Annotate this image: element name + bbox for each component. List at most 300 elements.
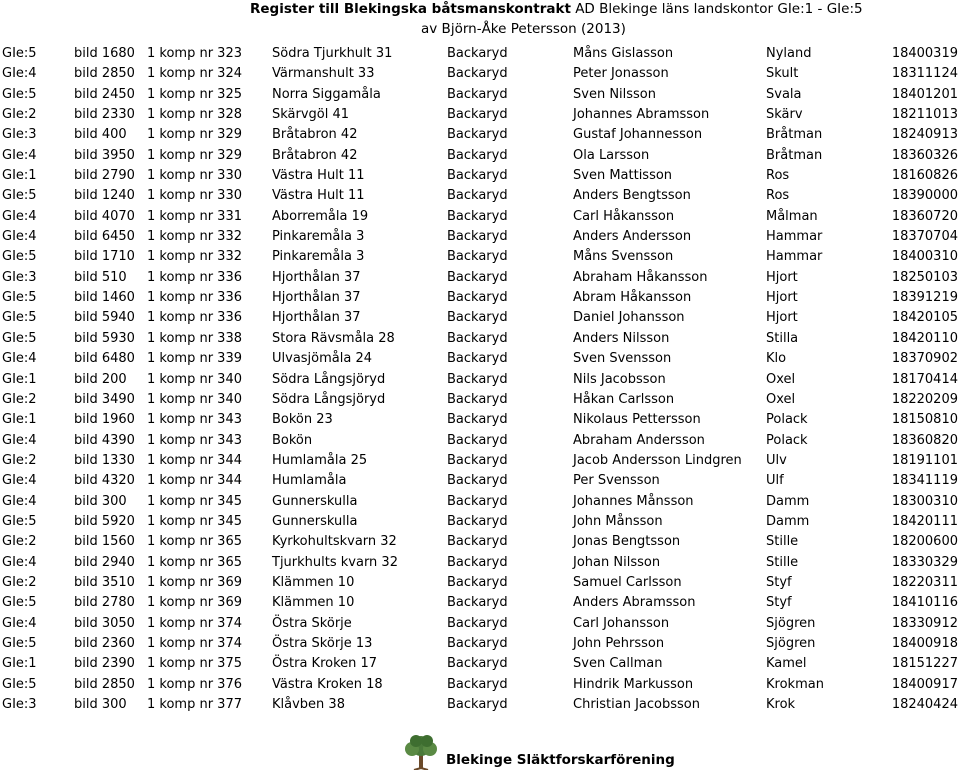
cell-image: bild 200 — [74, 371, 127, 387]
cell-parish: Backaryd — [447, 412, 508, 428]
cell-place: Kyrkohultskvarn 32 — [272, 534, 397, 550]
cell-place: Bokön — [272, 432, 313, 448]
cell-company: 1 komp nr 345 — [147, 493, 242, 509]
table-row — [0, 451, 960, 471]
cell-date: 18150810 — [891, 412, 958, 428]
cell-date: 18240424 — [891, 697, 958, 712]
cell-soldier-name: Hjort — [766, 269, 798, 285]
cell-parish: Backaryd — [447, 554, 508, 570]
cell-name: Johannes Abramsson — [573, 107, 710, 123]
cell-parish: Backaryd — [447, 595, 508, 611]
page-title — [250, 0, 863, 18]
cell-company: 1 komp nr 369 — [147, 595, 242, 611]
cell-parish: Backaryd — [447, 371, 508, 387]
cell-soldier-name: Bråtman — [766, 147, 823, 163]
table-row — [0, 105, 960, 125]
cell-archive: GIe:4 — [2, 554, 37, 570]
cell-archive: GIe:4 — [2, 66, 37, 82]
cell-name: Sven Callman — [573, 656, 663, 672]
cell-place: Hjorthålan 37 — [272, 290, 361, 306]
cell-soldier-name: Hammar — [766, 249, 823, 265]
cell-archive: GIe:2 — [2, 452, 37, 468]
cell-parish: Backaryd — [447, 127, 508, 143]
cell-company: 1 komp nr 343 — [147, 412, 242, 428]
cell-place: Östra Skörje 13 — [272, 635, 373, 651]
cell-date: 18250103 — [891, 269, 958, 285]
cell-soldier-name: Krokman — [766, 676, 824, 692]
cell-name: John Pehrsson — [573, 635, 665, 651]
cell-soldier-name: Hjort — [766, 290, 798, 306]
cell-archive: GIe:2 — [2, 391, 37, 407]
cell-parish: Backaryd — [447, 269, 508, 285]
cell-date: 18400918 — [891, 635, 958, 651]
cell-image: bild 2330 — [74, 107, 135, 123]
cell-image: bild 6450 — [74, 229, 135, 245]
cell-soldier-name: Hammar — [766, 229, 823, 245]
cell-date: 18240913 — [891, 127, 958, 143]
cell-soldier-name: Ros — [766, 168, 790, 184]
cell-image: bild 4390 — [74, 432, 135, 448]
cell-name: Gustaf Johannesson — [573, 127, 703, 143]
cell-soldier-name: Svala — [766, 86, 802, 102]
cell-name: Anders Nilsson — [573, 330, 670, 346]
cell-soldier-name: Ros — [766, 188, 790, 204]
cell-parish: Backaryd — [447, 635, 508, 651]
cell-place: Bråtabron 42 — [272, 127, 358, 143]
cell-image: bild 1960 — [74, 412, 135, 428]
cell-archive: GIe:1 — [2, 656, 37, 672]
cell-company: 1 komp nr 374 — [147, 615, 242, 631]
cell-image: bild 1680 — [74, 46, 135, 61]
cell-parish: Backaryd — [447, 493, 508, 509]
cell-archive: GIe:4 — [2, 615, 37, 631]
cell-name: Carl Johansson — [573, 615, 670, 631]
cell-soldier-name: Nyland — [766, 46, 812, 61]
cell-company: 1 komp nr 330 — [147, 188, 242, 204]
cell-image: bild 1240 — [74, 188, 135, 204]
table-row — [0, 227, 960, 247]
table-row — [0, 532, 960, 552]
cell-soldier-name: Stilla — [766, 330, 799, 346]
cell-company: 1 komp nr 336 — [147, 290, 242, 306]
cell-soldier-name: Hjort — [766, 310, 798, 326]
cell-name: Samuel Carlsson — [573, 574, 682, 590]
cell-date: 18400917 — [891, 676, 958, 692]
cell-parish: Backaryd — [447, 188, 508, 204]
cell-soldier-name: Stille — [766, 554, 799, 570]
cell-archive: GIe:5 — [2, 676, 37, 692]
cell-place: Ulvasjömåla 24 — [272, 351, 373, 367]
cell-image: bild 2390 — [74, 656, 135, 672]
table-row — [0, 593, 960, 613]
cell-image: bild 2790 — [74, 168, 135, 184]
table-row — [0, 512, 960, 532]
cell-company: 1 komp nr 339 — [147, 351, 242, 367]
cell-place: Södra Långsjöryd — [272, 371, 386, 387]
cell-archive: GIe:5 — [2, 46, 37, 61]
cell-image: bild 5930 — [74, 330, 135, 346]
cell-name: Johannes Månsson — [573, 493, 694, 509]
cell-company: 1 komp nr 323 — [147, 46, 242, 61]
cell-name: Daniel Johansson — [573, 310, 685, 326]
cell-place: Östra Skörje — [272, 615, 352, 631]
cell-archive: GIe:4 — [2, 229, 37, 245]
cell-name: Christian Jacobsson — [573, 697, 700, 712]
cell-company: 1 komp nr 332 — [147, 249, 242, 265]
cell-company: 1 komp nr 338 — [147, 330, 242, 346]
cell-name: Måns Gislasson — [573, 46, 674, 61]
cell-soldier-name: Oxel — [766, 371, 796, 387]
cell-archive: GIe:5 — [2, 86, 37, 102]
cell-parish: Backaryd — [447, 697, 508, 712]
cell-archive: GIe:3 — [2, 127, 37, 143]
cell-soldier-name: Målman — [766, 208, 818, 224]
table-row — [0, 654, 960, 674]
cell-archive: GIe:5 — [2, 635, 37, 651]
cell-parish: Backaryd — [447, 330, 508, 346]
cell-image: bild 400 — [74, 127, 127, 143]
cell-date: 18151227 — [891, 656, 958, 672]
cell-date: 18200600 — [891, 534, 958, 550]
cell-soldier-name: Styf — [766, 574, 792, 590]
register-table — [0, 44, 960, 715]
cell-parish: Backaryd — [447, 351, 508, 367]
cell-company: 1 komp nr 336 — [147, 310, 242, 326]
title-bold: Register till Blekingska båtsmanskontrakt — [250, 1, 571, 17]
table-row — [0, 166, 960, 186]
cell-archive: GIe:4 — [2, 147, 37, 163]
cell-company: 1 komp nr 328 — [147, 107, 242, 123]
table-row — [0, 308, 960, 328]
table-row — [0, 44, 960, 64]
cell-company: 1 komp nr 343 — [147, 432, 242, 448]
cell-place: Södra Tjurkhult 31 — [272, 46, 393, 61]
cell-place: Pinkaremåla 3 — [272, 249, 365, 265]
cell-date: 18170414 — [891, 371, 958, 387]
cell-archive: GIe:2 — [2, 534, 37, 550]
cell-archive: GIe:1 — [2, 412, 37, 428]
cell-name: Abraham Håkansson — [573, 269, 708, 285]
cell-place: Bokön 23 — [272, 412, 333, 428]
cell-date: 18191101 — [891, 452, 958, 468]
cell-soldier-name: Skult — [766, 66, 799, 82]
cell-place: Gunnerskulla — [272, 493, 358, 509]
cell-parish: Backaryd — [447, 656, 508, 672]
cell-date: 18220311 — [891, 574, 958, 590]
cell-parish: Backaryd — [447, 615, 508, 631]
cell-name: Johan Nilsson — [573, 554, 661, 570]
cell-image: bild 2780 — [74, 595, 135, 611]
cell-parish: Backaryd — [447, 107, 508, 123]
table-row — [0, 431, 960, 451]
cell-name: Jacob Andersson Lindgren — [573, 452, 742, 468]
cell-date: 18401201 — [891, 86, 958, 102]
cell-name: Per Svensson — [573, 473, 660, 489]
cell-company: 1 komp nr 375 — [147, 656, 242, 672]
table-row — [0, 349, 960, 369]
cell-name: Nikolaus Pettersson — [573, 412, 701, 428]
cell-parish: Backaryd — [447, 391, 508, 407]
cell-archive: GIe:5 — [2, 249, 37, 265]
cell-parish: Backaryd — [447, 574, 508, 590]
cell-place: Bråtabron 42 — [272, 147, 358, 163]
cell-name: Sven Nilsson — [573, 86, 657, 102]
cell-image: bild 1460 — [74, 290, 135, 306]
cell-image: bild 510 — [74, 269, 127, 285]
cell-company: 1 komp nr 329 — [147, 127, 242, 143]
cell-parish: Backaryd — [447, 46, 508, 61]
cell-company: 1 komp nr 340 — [147, 371, 242, 387]
cell-parish: Backaryd — [447, 290, 508, 306]
table-row — [0, 614, 960, 634]
cell-image: bild 300 — [74, 493, 127, 509]
cell-date: 18360820 — [891, 432, 958, 448]
cell-place: Hjorthålan 37 — [272, 269, 361, 285]
table-row — [0, 85, 960, 105]
cell-parish: Backaryd — [447, 147, 508, 163]
table-row — [0, 247, 960, 267]
cell-image: bild 6480 — [74, 351, 135, 367]
cell-soldier-name: Styf — [766, 595, 792, 611]
cell-soldier-name: Polack — [766, 432, 808, 448]
cell-soldier-name: Stille — [766, 534, 799, 550]
tree-icon — [400, 734, 442, 770]
cell-archive: GIe:4 — [2, 493, 37, 509]
cell-date: 18300310 — [891, 493, 958, 509]
cell-company: 1 komp nr 377 — [147, 697, 242, 712]
cell-image: bild 5940 — [74, 310, 135, 326]
cell-parish: Backaryd — [447, 676, 508, 692]
cell-date: 18420105 — [891, 310, 958, 326]
cell-parish: Backaryd — [447, 66, 508, 82]
table-row — [0, 125, 960, 145]
table-row — [0, 695, 960, 715]
cell-place: Västra Hult 11 — [272, 168, 365, 184]
cell-parish: Backaryd — [447, 513, 508, 529]
cell-date: 18160826 — [891, 168, 958, 184]
cell-image: bild 2940 — [74, 554, 135, 570]
table-row — [0, 329, 960, 349]
cell-name: Abraham Andersson — [573, 432, 705, 448]
cell-image: bild 5920 — [74, 513, 135, 529]
table-row — [0, 634, 960, 654]
cell-date: 18330912 — [891, 615, 958, 631]
cell-place: Värmanshult 33 — [272, 66, 375, 82]
cell-archive: GIe:4 — [2, 208, 37, 224]
cell-archive: GIe:2 — [2, 107, 37, 123]
cell-company: 1 komp nr 369 — [147, 574, 242, 590]
cell-name: Anders Abramsson — [573, 595, 696, 611]
cell-soldier-name: Ulv — [766, 452, 787, 468]
cell-image: bild 3950 — [74, 147, 135, 163]
cell-soldier-name: Klo — [766, 351, 787, 367]
cell-parish: Backaryd — [447, 432, 508, 448]
cell-parish: Backaryd — [447, 208, 508, 224]
cell-name: Hindrik Markusson — [573, 676, 694, 692]
cell-soldier-name: Damm — [766, 513, 810, 529]
cell-image: bild 3510 — [74, 574, 135, 590]
cell-date: 18420111 — [891, 513, 958, 529]
cell-company: 1 komp nr 365 — [147, 534, 242, 550]
cell-archive: GIe:4 — [2, 473, 37, 489]
cell-image: bild 4320 — [74, 473, 135, 489]
cell-soldier-name: Krok — [766, 697, 796, 712]
cell-name: Sven Mattisson — [573, 168, 673, 184]
cell-date: 18220209 — [891, 391, 958, 407]
table-row — [0, 288, 960, 308]
cell-date: 18360326 — [891, 147, 958, 163]
cell-date: 18341119 — [891, 473, 958, 489]
cell-archive: GIe:5 — [2, 330, 37, 346]
cell-archive: GIe:4 — [2, 351, 37, 367]
cell-archive: GIe:3 — [2, 269, 37, 285]
cell-place: Västra Kroken 18 — [272, 676, 383, 692]
cell-archive: GIe:5 — [2, 513, 37, 529]
footer-org-name: Blekinge Släktforskarförening — [446, 752, 675, 768]
cell-image: bild 2850 — [74, 66, 135, 82]
table-row — [0, 64, 960, 84]
cell-company: 1 komp nr 345 — [147, 513, 242, 529]
cell-place: Klämmen 10 — [272, 595, 355, 611]
cell-date: 18400310 — [891, 249, 958, 265]
cell-company: 1 komp nr 332 — [147, 229, 242, 245]
cell-place: Tjurkhults kvarn 32 — [272, 554, 398, 570]
cell-date: 18370704 — [891, 229, 958, 245]
cell-soldier-name: Damm — [766, 493, 810, 509]
cell-name: Håkan Carlsson — [573, 391, 675, 407]
table-row — [0, 207, 960, 227]
cell-parish: Backaryd — [447, 473, 508, 489]
cell-image: bild 2850 — [74, 676, 135, 692]
cell-company: 1 komp nr 374 — [147, 635, 242, 651]
table-row — [0, 370, 960, 390]
cell-image: bild 3490 — [74, 391, 135, 407]
cell-company: 1 komp nr 344 — [147, 473, 242, 489]
cell-company: 1 komp nr 365 — [147, 554, 242, 570]
cell-soldier-name: Oxel — [766, 391, 796, 407]
cell-soldier-name: Sjögren — [766, 615, 816, 631]
cell-name: John Månsson — [573, 513, 663, 529]
cell-soldier-name: Kamel — [766, 656, 807, 672]
cell-name: Ola Larsson — [573, 147, 650, 163]
page-subtitle: av Björn-Åke Petersson (2013) — [421, 21, 626, 37]
cell-name: Anders Bengtsson — [573, 188, 691, 204]
cell-parish: Backaryd — [447, 86, 508, 102]
cell-company: 1 komp nr 330 — [147, 168, 242, 184]
cell-image: bild 4070 — [74, 208, 135, 224]
cell-place: Södra Långsjöryd — [272, 391, 386, 407]
cell-soldier-name: Bråtman — [766, 127, 823, 143]
cell-company: 1 komp nr 324 — [147, 66, 242, 82]
cell-date: 18211013 — [891, 107, 958, 123]
cell-image: bild 300 — [74, 697, 127, 712]
cell-place: Gunnerskulla — [272, 513, 358, 529]
cell-place: Aborremåla 19 — [272, 208, 369, 224]
table-row — [0, 268, 960, 288]
cell-place: Klåvben 38 — [272, 697, 345, 712]
cell-date: 18410116 — [891, 595, 958, 611]
cell-image: bild 1330 — [74, 452, 135, 468]
cell-place: Stora Rävsmåla 28 — [272, 330, 395, 346]
cell-place: Västra Hult 11 — [272, 188, 365, 204]
cell-archive: GIe:5 — [2, 188, 37, 204]
cell-place: Pinkaremåla 3 — [272, 229, 365, 245]
cell-archive: GIe:5 — [2, 595, 37, 611]
cell-date: 18391219 — [891, 290, 958, 306]
title-rest: AD Blekinge läns landskontor GIe:1 - GIe:5 — [570, 1, 863, 17]
cell-soldier-name: Polack — [766, 412, 808, 428]
cell-company: 1 komp nr 344 — [147, 452, 242, 468]
cell-parish: Backaryd — [447, 249, 508, 265]
cell-date: 18390000 — [891, 188, 958, 204]
table-row — [0, 573, 960, 593]
cell-name: Nils Jacobsson — [573, 371, 666, 387]
cell-place: Östra Kroken 17 — [272, 656, 378, 672]
cell-date: 18311124 — [891, 66, 958, 82]
cell-name: Sven Svensson — [573, 351, 672, 367]
cell-archive: GIe:3 — [2, 697, 37, 712]
cell-place: Norra Siggamåla — [272, 86, 381, 102]
cell-company: 1 komp nr 336 — [147, 269, 242, 285]
cell-company: 1 komp nr 376 — [147, 676, 242, 692]
table-row — [0, 390, 960, 410]
cell-archive: GIe:5 — [2, 290, 37, 306]
cell-date: 18370902 — [891, 351, 958, 367]
cell-date: 18400319 — [891, 46, 958, 61]
cell-place: Klämmen 10 — [272, 574, 355, 590]
cell-name: Carl Håkansson — [573, 208, 675, 224]
cell-archive: GIe:5 — [2, 310, 37, 326]
cell-image: bild 1560 — [74, 534, 135, 550]
cell-image: bild 2360 — [74, 635, 135, 651]
cell-place: Humlamåla 25 — [272, 452, 368, 468]
cell-parish: Backaryd — [447, 229, 508, 245]
table-row — [0, 410, 960, 430]
cell-soldier-name: Ulf — [766, 473, 784, 489]
cell-name: Abram Håkansson — [573, 290, 692, 306]
cell-image: bild 1710 — [74, 249, 135, 265]
cell-archive: GIe:1 — [2, 371, 37, 387]
cell-name: Peter Jonasson — [573, 66, 669, 82]
cell-image: bild 2450 — [74, 86, 135, 102]
cell-place: Hjorthålan 37 — [272, 310, 361, 326]
cell-date: 18420110 — [891, 330, 958, 346]
cell-place: Skärvgöl 41 — [272, 107, 350, 123]
cell-image: bild 3050 — [74, 615, 135, 631]
cell-soldier-name: Sjögren — [766, 635, 816, 651]
cell-company: 1 komp nr 331 — [147, 208, 242, 224]
cell-archive: GIe:2 — [2, 574, 37, 590]
cell-name: Anders Andersson — [573, 229, 692, 245]
cell-company: 1 komp nr 325 — [147, 86, 242, 102]
cell-name: Måns Svensson — [573, 249, 674, 265]
cell-date: 18330329 — [891, 554, 958, 570]
table-row — [0, 186, 960, 206]
cell-archive: GIe:1 — [2, 168, 37, 184]
cell-place: Humlamåla — [272, 473, 347, 489]
table-row — [0, 675, 960, 695]
cell-archive: GIe:4 — [2, 432, 37, 448]
cell-parish: Backaryd — [447, 310, 508, 326]
cell-parish: Backaryd — [447, 534, 508, 550]
cell-company: 1 komp nr 340 — [147, 391, 242, 407]
cell-soldier-name: Skärv — [766, 107, 803, 123]
cell-parish: Backaryd — [447, 168, 508, 184]
table-row — [0, 492, 960, 512]
table-row — [0, 471, 960, 491]
cell-name: Jonas Bengtsson — [573, 534, 681, 550]
table-row — [0, 553, 960, 573]
